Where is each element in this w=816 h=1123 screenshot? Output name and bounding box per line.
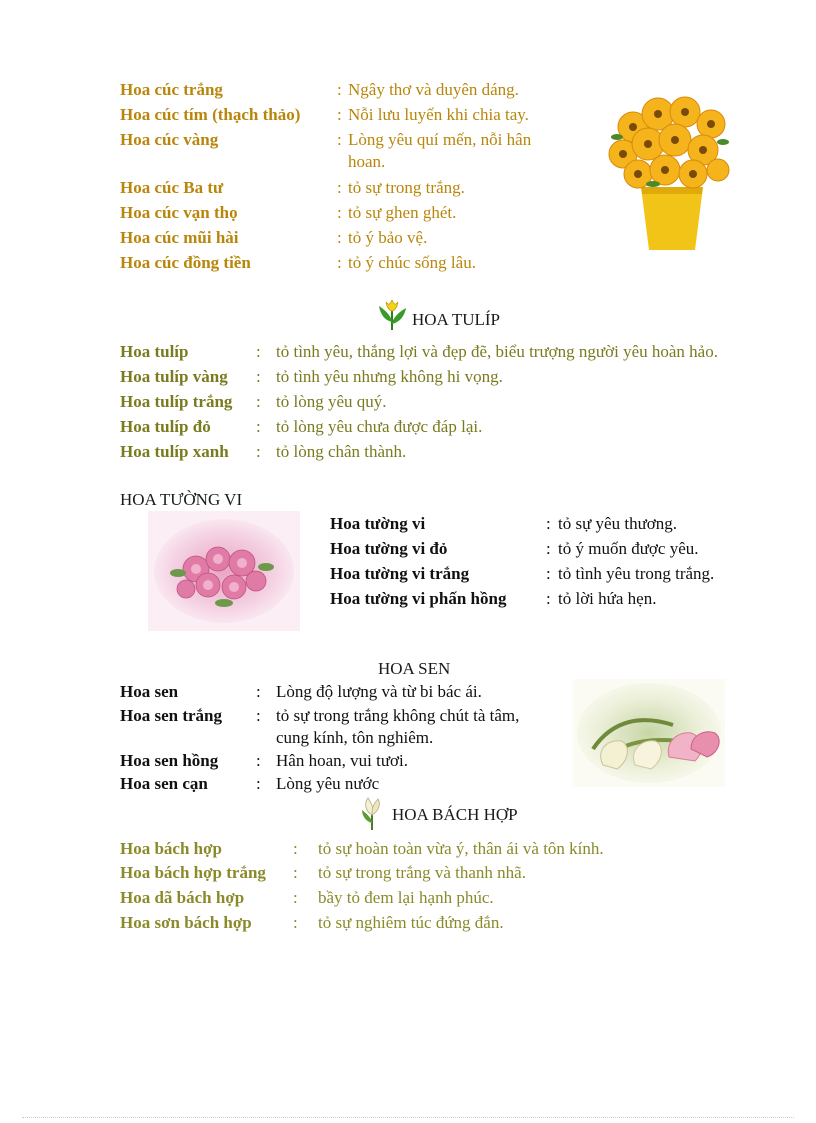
page-bottom-divider (22, 1117, 794, 1118)
lily-icon (359, 797, 385, 831)
colon: : (256, 417, 261, 436)
tulip-meaning: tỏ lòng yêu chưa được đáp lại. (276, 417, 483, 436)
colon: : (337, 178, 342, 197)
bachhop-name: Hoa bách hợp trắng (120, 863, 266, 882)
tuongvi-name: Hoa tường vi phấn hồng (330, 589, 507, 608)
cuc-meaning: Lòng yêu quí mến, nỗi hân (348, 130, 532, 149)
sen-heading: HOA SEN (378, 659, 451, 678)
colon: : (256, 442, 261, 461)
sen-meaning: Lòng độ lượng và từ bi bác ái. (276, 682, 482, 701)
sen-name: Hoa sen hồng (120, 751, 219, 770)
colon: : (337, 228, 342, 247)
rose-image (148, 511, 300, 631)
colon: : (337, 80, 342, 99)
cuc-meaning: Nỗi lưu luyến khi chia tay. (348, 105, 529, 124)
colon: : (293, 863, 298, 882)
sen-name: Hoa sen trắng (120, 706, 222, 725)
sen-name: Hoa sen (120, 682, 179, 701)
tulip-icon (375, 298, 409, 332)
bachhop-heading: HOA BÁCH HỢP (392, 805, 518, 824)
bachhop-name: Hoa bách hợp (120, 839, 222, 858)
tuongvi-meaning: tỏ lời hứa hẹn. (558, 589, 657, 608)
colon: : (256, 342, 261, 361)
tulip-meaning: tỏ lòng yêu quý. (276, 392, 387, 411)
cuc-meaning: tỏ sự ghen ghét. (348, 203, 457, 222)
cuc-meaning: tỏ ý chúc sống lâu. (348, 253, 476, 272)
tulip-name: Hoa tulíp (120, 342, 189, 361)
colon: : (256, 706, 261, 725)
cuc-name: Hoa cúc đồng tiền (120, 253, 251, 272)
cuc-meaning: Ngây thơ và duyên dáng. (348, 80, 519, 99)
sen-meaning: tỏ sự trong trắng không chút tà tâm, (276, 706, 520, 725)
tuongvi-meaning: tỏ sự yêu thương. (558, 514, 678, 533)
tuongvi-meaning: tỏ tình yêu trong trắng. (558, 564, 715, 583)
colon: : (337, 105, 342, 124)
tulip-name: Hoa tulíp xanh (120, 442, 229, 461)
colon: : (293, 839, 298, 858)
colon: : (546, 564, 551, 583)
bachhop-name: Hoa sơn bách hợp (120, 913, 252, 932)
sen-meaning-cont: cung kính, tôn nghiêm. (276, 728, 434, 747)
sen-name: Hoa sen cạn (120, 774, 208, 793)
chrysanthemum-pot-image (603, 92, 733, 254)
tulip-name: Hoa tulíp đỏ (120, 417, 211, 436)
tulip-meaning: tỏ tình yêu, thắng lợi và đẹp đẽ, biểu trượng người yêu hoàn hảo. (276, 342, 718, 361)
cuc-meaning: tỏ ý bảo vệ. (348, 228, 428, 247)
tuongvi-name: Hoa tường vi trắng (330, 564, 470, 583)
colon: : (546, 514, 551, 533)
colon: : (337, 203, 342, 222)
tuongvi-name: Hoa tường vi đỏ (330, 539, 448, 558)
bachhop-name: Hoa dã bách hợp (120, 888, 245, 907)
tulip-meaning: tỏ tình yêu nhưng không hi vọng. (276, 367, 503, 386)
colon: : (337, 253, 342, 272)
tuongvi-meaning: tỏ ý muốn được yêu. (558, 539, 699, 558)
cuc-name: Hoa cúc Ba tư (120, 178, 224, 197)
tuongvi-heading: HOA TƯỜNG VI (120, 490, 243, 509)
colon: : (293, 913, 298, 932)
colon: : (256, 392, 261, 411)
tulip-heading: HOA TULÍP (412, 310, 500, 329)
colon: : (337, 130, 342, 149)
colon: : (256, 682, 261, 701)
colon: : (256, 751, 261, 770)
cuc-meaning: tỏ sự trong trắng. (348, 178, 465, 197)
tulip-name: Hoa tulíp trắng (120, 392, 233, 411)
colon: : (546, 589, 551, 608)
bachhop-meaning: tỏ sự trong trắng và thanh nhã. (318, 863, 526, 882)
bachhop-meaning: bầy tỏ đem lại hạnh phúc. (318, 888, 494, 907)
cuc-name: Hoa cúc vạn thọ (120, 203, 238, 222)
colon: : (256, 367, 261, 386)
colon: : (293, 888, 298, 907)
cuc-name: Hoa cúc mũi hài (120, 228, 239, 247)
tuongvi-name: Hoa tường vi (330, 514, 426, 533)
cuc-name: Hoa cúc trắng (120, 80, 223, 99)
cuc-name: Hoa cúc tím (thạch thảo) (120, 105, 301, 124)
cuc-meaning-cont: hoan. (348, 152, 386, 171)
tulip-name: Hoa tulíp vàng (120, 367, 228, 386)
cuc-name: Hoa cúc vàng (120, 130, 219, 149)
colon: : (546, 539, 551, 558)
sen-meaning: Lòng yêu nước (276, 774, 380, 793)
bachhop-meaning: tỏ sự nghiêm túc đứng đắn. (318, 913, 504, 932)
sen-meaning: Hân hoan, vui tươi. (276, 751, 408, 770)
colon: : (256, 774, 261, 793)
lotus-image (573, 679, 725, 787)
bachhop-meaning: tỏ sự hoàn toàn vừa ý, thân ái và tôn kính. (318, 839, 604, 858)
tulip-meaning: tỏ lòng chân thành. (276, 442, 407, 461)
